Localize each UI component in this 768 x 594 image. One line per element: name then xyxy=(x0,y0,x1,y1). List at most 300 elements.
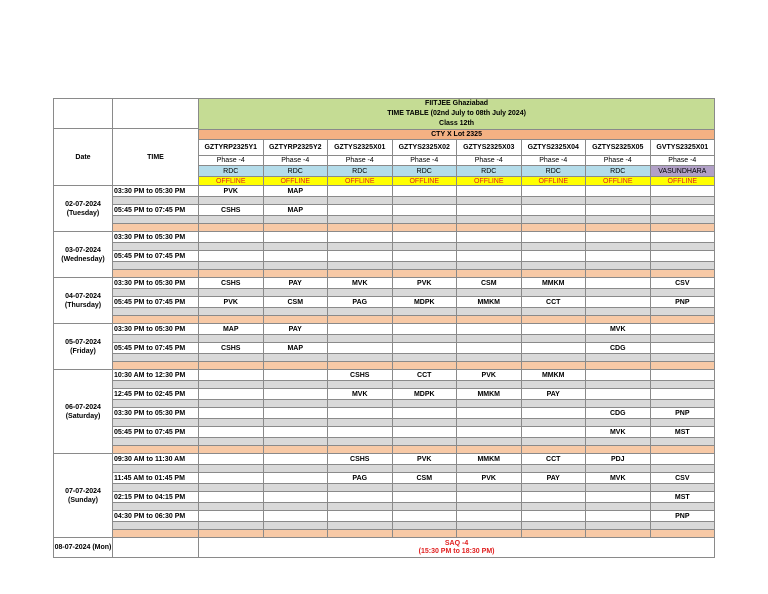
batch-center: RDC xyxy=(263,166,328,177)
class-label: Class 12th xyxy=(439,120,475,127)
spacer-cell xyxy=(113,197,199,205)
spacer-cell xyxy=(328,354,393,362)
table-row xyxy=(54,205,715,216)
subject-cell xyxy=(650,324,715,335)
subject-cell xyxy=(457,511,522,522)
spacer-cell xyxy=(113,438,199,446)
separator-cell xyxy=(199,446,264,454)
spacer-cell xyxy=(586,197,651,205)
spacer-cell xyxy=(521,216,586,224)
subject-cell xyxy=(263,389,328,400)
separator-cell xyxy=(521,270,586,278)
batch-phase: Phase -4 xyxy=(650,156,715,166)
subject-cell xyxy=(328,427,393,438)
spacer-cell xyxy=(328,216,393,224)
spacer-cell xyxy=(113,400,199,408)
spacer-cell xyxy=(113,243,199,251)
day-weekday: (Friday) xyxy=(70,347,96,355)
separator-cell xyxy=(457,224,522,232)
spacer-cell xyxy=(263,335,328,343)
subject-cell xyxy=(263,427,328,438)
spacer-cell xyxy=(392,335,457,343)
subject-cell: PNP xyxy=(650,511,715,522)
subject-cell xyxy=(521,511,586,522)
subject-cell: MMKM xyxy=(457,297,522,308)
day-date: 02-07-2024 xyxy=(65,200,101,208)
subject-cell: CSHS xyxy=(199,278,264,289)
day-date: 05-07-2024 xyxy=(65,338,101,346)
subject-cell xyxy=(199,427,264,438)
subject-cell: CSV xyxy=(650,278,715,289)
table-row xyxy=(54,492,715,503)
separator-cell xyxy=(263,530,328,538)
spacer-cell xyxy=(113,354,199,362)
spacer-cell xyxy=(328,465,393,473)
subject-cell xyxy=(650,389,715,400)
subject-cell: CCT xyxy=(521,297,586,308)
separator-cell xyxy=(392,362,457,370)
table-row xyxy=(54,324,715,335)
day-weekday: (Sunday) xyxy=(68,496,98,504)
spacer-cell xyxy=(113,465,199,473)
saq-cell xyxy=(199,538,715,558)
spacer-cell xyxy=(586,335,651,343)
day-separator-row xyxy=(54,362,715,370)
subject-cell: PVK xyxy=(392,454,457,465)
title-block xyxy=(199,99,715,130)
subject-cell: MAP xyxy=(263,186,328,197)
separator-cell xyxy=(199,530,264,538)
final-date: 08-07-2024 (Mon) xyxy=(54,538,113,558)
subject-cell xyxy=(586,297,651,308)
spacer-cell xyxy=(457,262,522,270)
subject-cell: PVK xyxy=(457,473,522,484)
subject-cell xyxy=(586,205,651,216)
batch-code: GZTYS2325X04 xyxy=(521,140,586,156)
spacer-row xyxy=(54,262,715,270)
subject-cell xyxy=(328,324,393,335)
spacer-cell xyxy=(521,503,586,511)
batch-center: RDC xyxy=(328,166,393,177)
spacer-cell xyxy=(457,289,522,297)
spacer-cell xyxy=(521,419,586,427)
spacer-row xyxy=(54,438,715,446)
corner-blank xyxy=(113,99,199,129)
spacer-cell xyxy=(328,289,393,297)
spacer-cell xyxy=(392,262,457,270)
batch-mode: OFFLINE xyxy=(392,177,457,186)
separator-cell xyxy=(586,224,651,232)
spacer-cell xyxy=(521,522,586,530)
subject-cell xyxy=(650,186,715,197)
subject-cell: MMKM xyxy=(457,454,522,465)
separator-cell xyxy=(392,270,457,278)
batch-code: GZTYRP2325Y2 xyxy=(263,140,328,156)
subject-cell: PAY xyxy=(521,473,586,484)
separator-cell xyxy=(650,270,715,278)
spacer-row xyxy=(54,216,715,224)
spacer-row xyxy=(54,308,715,316)
table-row xyxy=(54,511,715,522)
spacer-cell xyxy=(263,484,328,492)
day-weekday: (Wednesday) xyxy=(61,255,105,263)
batch-mode: OFFLINE xyxy=(199,177,264,186)
subject-cell: CSHS xyxy=(328,370,393,381)
subject-cell xyxy=(263,370,328,381)
subject-cell xyxy=(392,251,457,262)
separator-cell xyxy=(328,530,393,538)
separator-cell xyxy=(586,530,651,538)
spacer-cell xyxy=(521,381,586,389)
subject-cell xyxy=(199,492,264,503)
table-row xyxy=(54,370,715,381)
spacer-cell xyxy=(328,484,393,492)
separator-cell xyxy=(586,270,651,278)
separator-cell xyxy=(263,224,328,232)
subject-cell: CSHS xyxy=(199,205,264,216)
spacer-cell xyxy=(650,419,715,427)
spacer-cell xyxy=(263,503,328,511)
spacer-row xyxy=(54,335,715,343)
subject-cell xyxy=(521,232,586,243)
subject-cell xyxy=(392,232,457,243)
separator-cell xyxy=(457,316,522,324)
subject-cell xyxy=(650,370,715,381)
day-date: 06-07-2024 xyxy=(65,403,101,411)
separator-cell xyxy=(392,446,457,454)
day-weekday: (Tuesday) xyxy=(66,209,100,217)
spacer-cell xyxy=(650,465,715,473)
spacer-cell xyxy=(586,381,651,389)
subject-cell: MST xyxy=(650,427,715,438)
slot-time: 04:30 PM to 06:30 PM xyxy=(113,511,199,522)
separator-cell xyxy=(521,446,586,454)
table-row xyxy=(54,473,715,484)
saq-title: SAQ -4 xyxy=(444,539,469,547)
spacer-cell xyxy=(392,522,457,530)
spacer-cell xyxy=(328,381,393,389)
table-row xyxy=(54,408,715,419)
batch-phase: Phase -4 xyxy=(521,156,586,166)
table-row xyxy=(54,389,715,400)
spacer-cell xyxy=(650,522,715,530)
subject-cell: MST xyxy=(650,492,715,503)
batch-center: RDC xyxy=(457,166,522,177)
spacer-cell xyxy=(650,289,715,297)
spacer-cell xyxy=(521,484,586,492)
batch-code: GZTYS2325X01 xyxy=(328,140,393,156)
subject-cell: CCT xyxy=(392,370,457,381)
spacer-cell xyxy=(199,354,264,362)
subject-cell xyxy=(199,511,264,522)
subject-cell xyxy=(650,232,715,243)
subject-cell xyxy=(263,454,328,465)
subject-cell: MVK xyxy=(328,389,393,400)
subject-cell xyxy=(328,492,393,503)
spacer-cell xyxy=(392,308,457,316)
table-row xyxy=(54,251,715,262)
separator-cell xyxy=(113,362,199,370)
day-separator-row xyxy=(54,446,715,454)
spacer-cell xyxy=(199,381,264,389)
spacer-row xyxy=(54,419,715,427)
spacer-cell xyxy=(263,262,328,270)
slot-time: 12:45 PM to 02:45 PM xyxy=(113,389,199,400)
subject-cell xyxy=(199,473,264,484)
spacer-cell xyxy=(650,400,715,408)
subject-cell: MMKM xyxy=(521,278,586,289)
spacer-cell xyxy=(457,522,522,530)
spacer-cell xyxy=(199,438,264,446)
spacer-cell xyxy=(113,522,199,530)
batch-center: RDC xyxy=(199,166,264,177)
subject-cell: CSV xyxy=(650,473,715,484)
spacer-cell xyxy=(457,243,522,251)
subject-cell xyxy=(263,232,328,243)
subject-cell xyxy=(521,251,586,262)
spacer-row xyxy=(54,289,715,297)
day-separator-row xyxy=(54,530,715,538)
batch-phase: Phase -4 xyxy=(263,156,328,166)
spacer-cell xyxy=(199,400,264,408)
subject-cell: CDG xyxy=(586,408,651,419)
subject-cell: CSHS xyxy=(328,454,393,465)
spacer-cell xyxy=(113,335,199,343)
batch-mode: OFFLINE xyxy=(457,177,522,186)
spacer-cell xyxy=(586,400,651,408)
subject-cell xyxy=(199,232,264,243)
spacer-cell xyxy=(328,419,393,427)
separator-cell xyxy=(263,316,328,324)
subject-cell xyxy=(199,389,264,400)
subject-cell xyxy=(586,511,651,522)
spacer-cell xyxy=(113,419,199,427)
day-date: 07-07-2024 xyxy=(65,487,101,495)
spacer-cell xyxy=(199,484,264,492)
subject-cell xyxy=(521,205,586,216)
spacer-cell xyxy=(521,438,586,446)
subject-cell xyxy=(199,408,264,419)
spacer-cell xyxy=(263,216,328,224)
spacer-cell xyxy=(328,308,393,316)
subject-cell xyxy=(392,511,457,522)
day-weekday: (Saturday) xyxy=(65,412,101,420)
timetable xyxy=(53,98,715,558)
subject-cell xyxy=(586,232,651,243)
separator-cell xyxy=(199,362,264,370)
subject-cell: MMKM xyxy=(457,389,522,400)
lot-label: CTY X Lot 2325 xyxy=(199,130,715,140)
spacer-cell xyxy=(586,216,651,224)
subject-cell xyxy=(392,186,457,197)
spacer-cell xyxy=(199,308,264,316)
slot-time: 05:45 PM to 07:45 PM xyxy=(113,343,199,354)
table-row xyxy=(54,454,715,465)
subject-cell xyxy=(650,454,715,465)
subject-cell xyxy=(328,511,393,522)
subject-cell xyxy=(263,511,328,522)
subject-cell: PDJ xyxy=(586,454,651,465)
subject-cell: PVK xyxy=(199,186,264,197)
batch-center: RDC xyxy=(521,166,586,177)
subject-cell: PVK xyxy=(457,370,522,381)
separator-cell xyxy=(328,362,393,370)
subject-cell xyxy=(457,343,522,354)
subject-cell: CSM xyxy=(457,278,522,289)
batch-center: RDC xyxy=(586,166,651,177)
spacer-cell xyxy=(199,522,264,530)
spacer-cell xyxy=(199,216,264,224)
subject-cell: CSM xyxy=(392,473,457,484)
slot-time: 03:30 PM to 05:30 PM xyxy=(113,232,199,243)
subject-cell xyxy=(392,492,457,503)
separator-cell xyxy=(650,316,715,324)
spacer-cell xyxy=(457,354,522,362)
day-date: 04-07-2024 xyxy=(65,292,101,300)
spacer-cell xyxy=(586,522,651,530)
subject-cell: MAP xyxy=(263,343,328,354)
subject-cell xyxy=(392,408,457,419)
spacer-cell xyxy=(392,354,457,362)
subject-cell xyxy=(586,389,651,400)
slot-time: 10:30 AM to 12:30 PM xyxy=(113,370,199,381)
spacer-cell xyxy=(113,484,199,492)
spacer-cell xyxy=(650,216,715,224)
spacer-cell xyxy=(392,381,457,389)
separator-cell xyxy=(263,446,328,454)
spacer-cell xyxy=(650,484,715,492)
separator-cell xyxy=(199,224,264,232)
table-row xyxy=(54,232,715,243)
separator-cell xyxy=(650,446,715,454)
separator-cell xyxy=(457,270,522,278)
spacer-cell xyxy=(263,522,328,530)
spacer-cell xyxy=(650,381,715,389)
separator-cell xyxy=(521,224,586,232)
separator-cell xyxy=(521,530,586,538)
subject-cell xyxy=(521,427,586,438)
spacer-cell xyxy=(263,308,328,316)
separator-cell xyxy=(392,224,457,232)
subject-cell xyxy=(199,370,264,381)
subject-cell xyxy=(586,492,651,503)
day-date: 03-07-2024 xyxy=(65,246,101,254)
batch-phase: Phase -4 xyxy=(586,156,651,166)
spacer-cell xyxy=(199,335,264,343)
spacer-row xyxy=(54,503,715,511)
spacer-cell xyxy=(263,400,328,408)
slot-time: 03:30 PM to 05:30 PM xyxy=(113,278,199,289)
subject-cell xyxy=(328,205,393,216)
subject-cell: MMKM xyxy=(521,370,586,381)
spacer-row xyxy=(54,522,715,530)
spacer-row xyxy=(54,354,715,362)
batch-center: VASUNDHARA xyxy=(650,166,715,177)
subject-cell xyxy=(650,205,715,216)
spacer-cell xyxy=(650,243,715,251)
separator-cell xyxy=(113,530,199,538)
subject-cell xyxy=(586,186,651,197)
saq-time: (15:30 PM to 18:30 PM) xyxy=(418,547,495,555)
subject-cell xyxy=(392,343,457,354)
separator-cell xyxy=(650,530,715,538)
spacer-cell xyxy=(392,216,457,224)
subject-cell: PAY xyxy=(263,278,328,289)
table-row xyxy=(54,297,715,308)
spacer-row xyxy=(54,243,715,251)
separator-cell xyxy=(586,446,651,454)
subject-cell: PNP xyxy=(650,297,715,308)
subject-cell xyxy=(457,251,522,262)
subject-cell xyxy=(586,370,651,381)
spacer-cell xyxy=(263,465,328,473)
spacer-cell xyxy=(263,289,328,297)
spacer-cell xyxy=(328,243,393,251)
subject-cell: MVK xyxy=(586,427,651,438)
spacer-cell xyxy=(521,308,586,316)
subject-cell: CSHS xyxy=(199,343,264,354)
batch-mode: OFFLINE xyxy=(263,177,328,186)
spacer-cell xyxy=(199,197,264,205)
spacer-row xyxy=(54,381,715,389)
subject-cell xyxy=(392,427,457,438)
spacer-cell xyxy=(521,465,586,473)
spacer-cell xyxy=(392,465,457,473)
separator-cell xyxy=(650,224,715,232)
separator-cell xyxy=(650,362,715,370)
subject-cell xyxy=(328,186,393,197)
separator-cell xyxy=(113,270,199,278)
subject-cell: PAG xyxy=(328,473,393,484)
subject-cell: MVK xyxy=(328,278,393,289)
subject-cell xyxy=(521,408,586,419)
subject-cell: CDG xyxy=(586,343,651,354)
subject-cell xyxy=(263,492,328,503)
subject-cell: CCT xyxy=(521,454,586,465)
spacer-cell xyxy=(457,503,522,511)
subject-cell xyxy=(521,324,586,335)
spacer-cell xyxy=(328,197,393,205)
spacer-cell xyxy=(457,465,522,473)
subject-cell: MDPK xyxy=(392,297,457,308)
batch-code: GVTYS2325X01 xyxy=(650,140,715,156)
separator-cell xyxy=(586,316,651,324)
spacer-cell xyxy=(650,308,715,316)
spacer-cell xyxy=(586,419,651,427)
spacer-cell xyxy=(328,522,393,530)
day-separator-row xyxy=(54,224,715,232)
subject-cell xyxy=(392,324,457,335)
spacer-cell xyxy=(586,262,651,270)
spacer-row xyxy=(54,197,715,205)
day-date-cell xyxy=(54,370,113,454)
subject-cell xyxy=(586,251,651,262)
day-separator-row xyxy=(54,270,715,278)
subject-cell xyxy=(328,343,393,354)
subject-cell xyxy=(650,343,715,354)
slot-time: 05:45 PM to 07:45 PM xyxy=(113,427,199,438)
spacer-cell xyxy=(199,419,264,427)
slot-time: 03:30 PM to 05:30 PM xyxy=(113,408,199,419)
spacer-cell xyxy=(650,197,715,205)
batch-code: GZTYS2325X03 xyxy=(457,140,522,156)
spacer-cell xyxy=(263,419,328,427)
day-date-cell xyxy=(54,324,113,370)
subject-cell xyxy=(328,251,393,262)
spacer-cell xyxy=(392,419,457,427)
batch-mode: OFFLINE xyxy=(328,177,393,186)
separator-cell xyxy=(199,270,264,278)
